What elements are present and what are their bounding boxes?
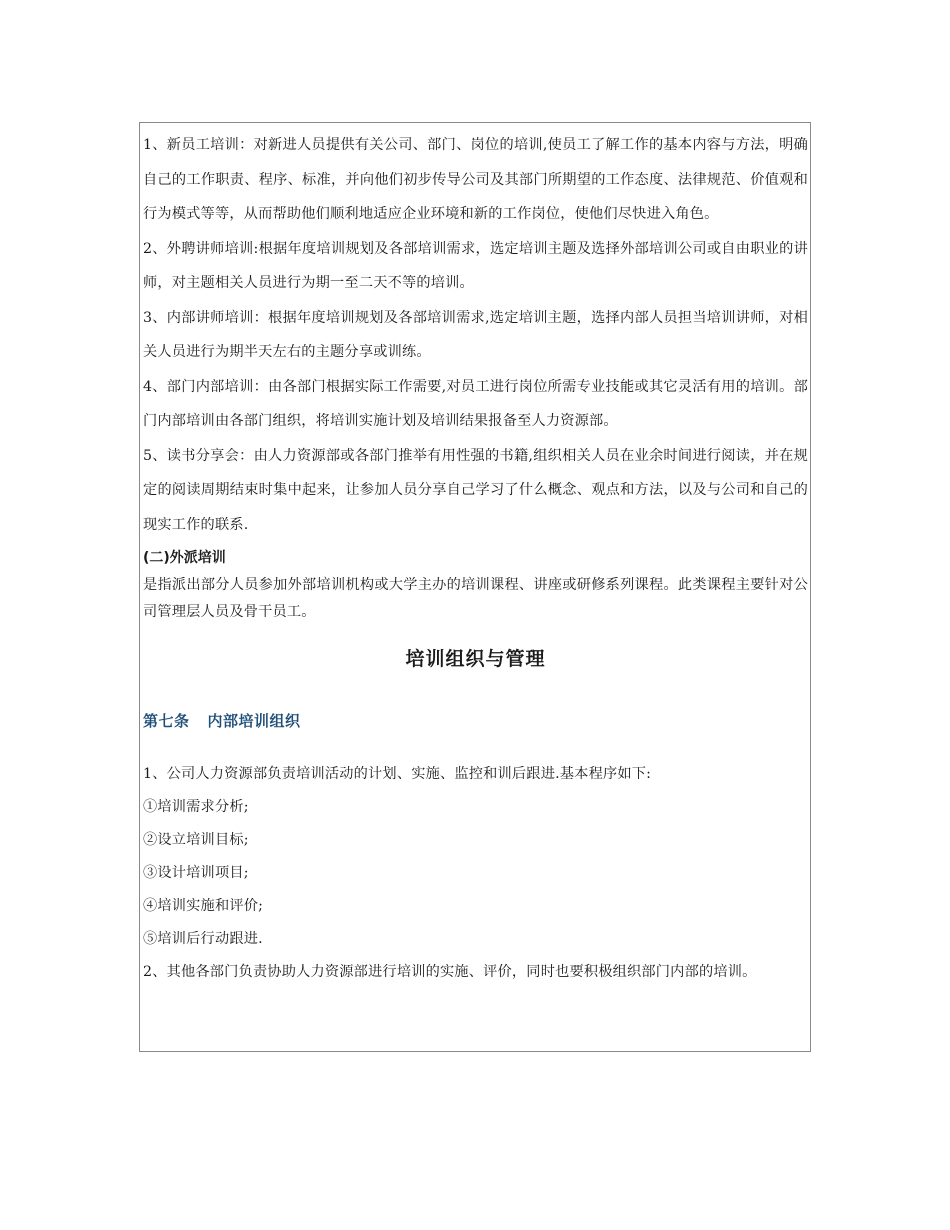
- paragraph-new-employee-training: 1、新员工培训：对新进人员提供有关公司、部门、岗位的培训,使员工了解工作的基本内容与方法，明确自己的工作职责、程序、标准，并向他们初步传导公司及其部门所期望的工作态度、法律规范、价值观和行为模式等等，从而帮助他们顺利地适应企业环境和新的工作岗位，使他们尽快进入角色。: [143, 137, 808, 222]
- procedure-step: ④培训实施和评价;: [143, 898, 264, 914]
- article-number: 第七条: [143, 712, 190, 730]
- paragraph-internal-lecturer-training: 3、内部讲师培训：根据年度培训规划及各部培训需求,选定培训主题，选择内部人员担当培训讲师，对相关人员进行为期半天左右的主题分享或训练。: [143, 309, 808, 360]
- section-title: 培训组织与管理: [405, 648, 546, 670]
- procedure-step: ⑤培训后行动跟进.: [143, 931, 263, 947]
- article-title: 内部培训组织: [207, 712, 301, 730]
- paragraph-department-training: 4、部门内部培训：由各部门根据实际工作需要,对员工进行岗位所需专业技能或其它灵活有用的培训。部门内部培训由各部门组织，将培训实施计划及培训结果报备至人力资源部。: [143, 378, 808, 429]
- procedure-outro: 2、其他各部门负责协助人力资源部进行培训的实施、评价，同时也要积极组织部门内部的培训。: [143, 964, 757, 980]
- external-training-text: 是指派出部分人员参加外部培训机构或大学主办的培训课程、讲座或研修系列课程。此类课程主要针对公司管理层人员及骨干员工。: [143, 577, 808, 620]
- procedure-step: ②设立培训目标;: [143, 832, 249, 848]
- article-heading: [143, 710, 808, 732]
- document-frame: [139, 122, 811, 1052]
- paragraph-external-lecturer-training: 2、外聘讲师培训:根据年度培训规划及各部培训需求，选定培训主题及选择外部培训公司或自由职业的讲师，对主题相关人员进行为期一至二天不等的培训。: [143, 240, 808, 291]
- procedure-intro: 1、公司人力资源部负责培训活动的计划、实施、监控和训后跟进.基本程序如下:: [143, 766, 652, 782]
- procedure-step: ①培训需求分析;: [143, 799, 249, 815]
- procedure-list: [143, 758, 808, 989]
- paragraph-reading-share: 5、读书分享会：由人力资源部或各部门推举有用性强的书籍,组织相关人员在业余时间进行阅读，并在规定的阅读周期结束时集中起来，让参加人员分享自己学习了什么概念、观点和方法，以及与公司和自己的现实工作的联系.: [143, 447, 808, 533]
- procedure-step: ③设计培训项目;: [143, 865, 249, 881]
- external-training-heading: (二)外派培训: [143, 550, 226, 566]
